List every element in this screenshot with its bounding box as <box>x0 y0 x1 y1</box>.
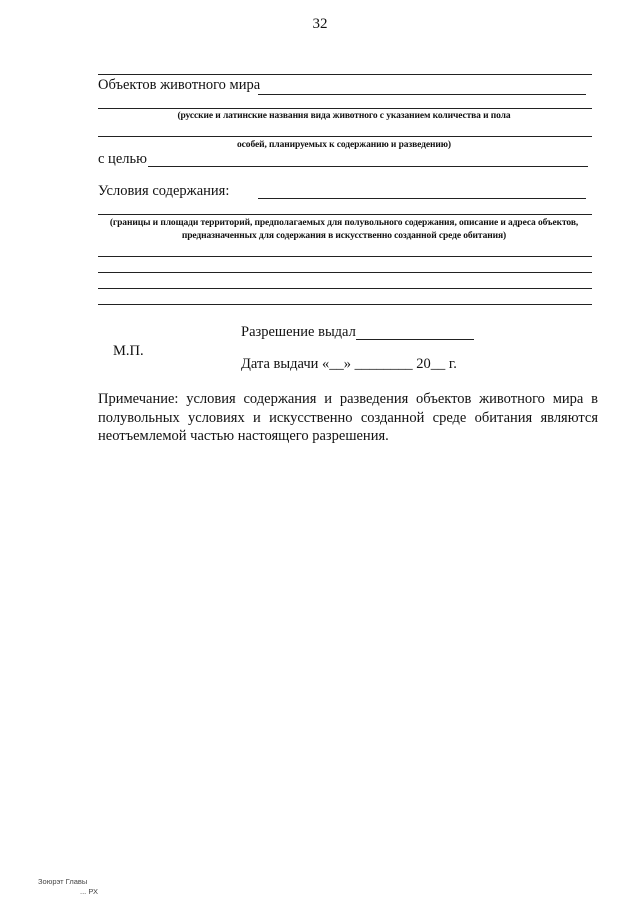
conditions-second-line[interactable] <box>98 214 592 215</box>
conditions-line-4[interactable] <box>98 304 592 305</box>
animals-field-line[interactable] <box>258 94 586 95</box>
issue-date-label: Дата выдачи «__» ________ 20__ г. <box>241 356 457 372</box>
conditions-label: Условия содержания: <box>98 183 230 199</box>
stamp-label: М.П. <box>113 343 144 359</box>
top-rule <box>98 74 592 75</box>
animals-caption-continued: особей, планируемых к содержанию и разведению) <box>237 140 451 150</box>
purpose-field-line[interactable] <box>148 166 588 167</box>
footer-line-2: ... РХ <box>80 887 99 896</box>
issued-by-label: Разрешение выдал <box>241 324 356 340</box>
animals-caption: (русские и латинские названия вида животного с указанием количества и пола <box>177 111 511 121</box>
purpose-label: с целью <box>98 151 147 167</box>
conditions-field-line[interactable] <box>258 198 586 199</box>
conditions-line-1[interactable] <box>98 256 592 257</box>
conditions-line-2[interactable] <box>98 272 592 273</box>
conditions-line-3[interactable] <box>98 288 592 289</box>
animals-second-line[interactable] <box>98 108 592 109</box>
animals-third-line[interactable] <box>98 136 592 137</box>
page-number: 32 <box>312 16 328 32</box>
issued-by-field-line[interactable] <box>356 339 474 340</box>
conditions-caption: (границы и площади территорий, предполагаемых для полувольного содержания, описание и адреса объектов, предназначенных для содержания в искусственно созданной среде обитания) <box>109 218 579 241</box>
footer-line-1: Зоюрэт Главы <box>38 877 88 886</box>
animals-label: Объектов животного мира <box>98 77 261 93</box>
note-paragraph: Примечание: условия содержания и разведения объектов животного мира в полувольных условиях и искусственно созданной среде обитания являются неотъемлемой частью настоящего разрешения. <box>98 391 598 444</box>
